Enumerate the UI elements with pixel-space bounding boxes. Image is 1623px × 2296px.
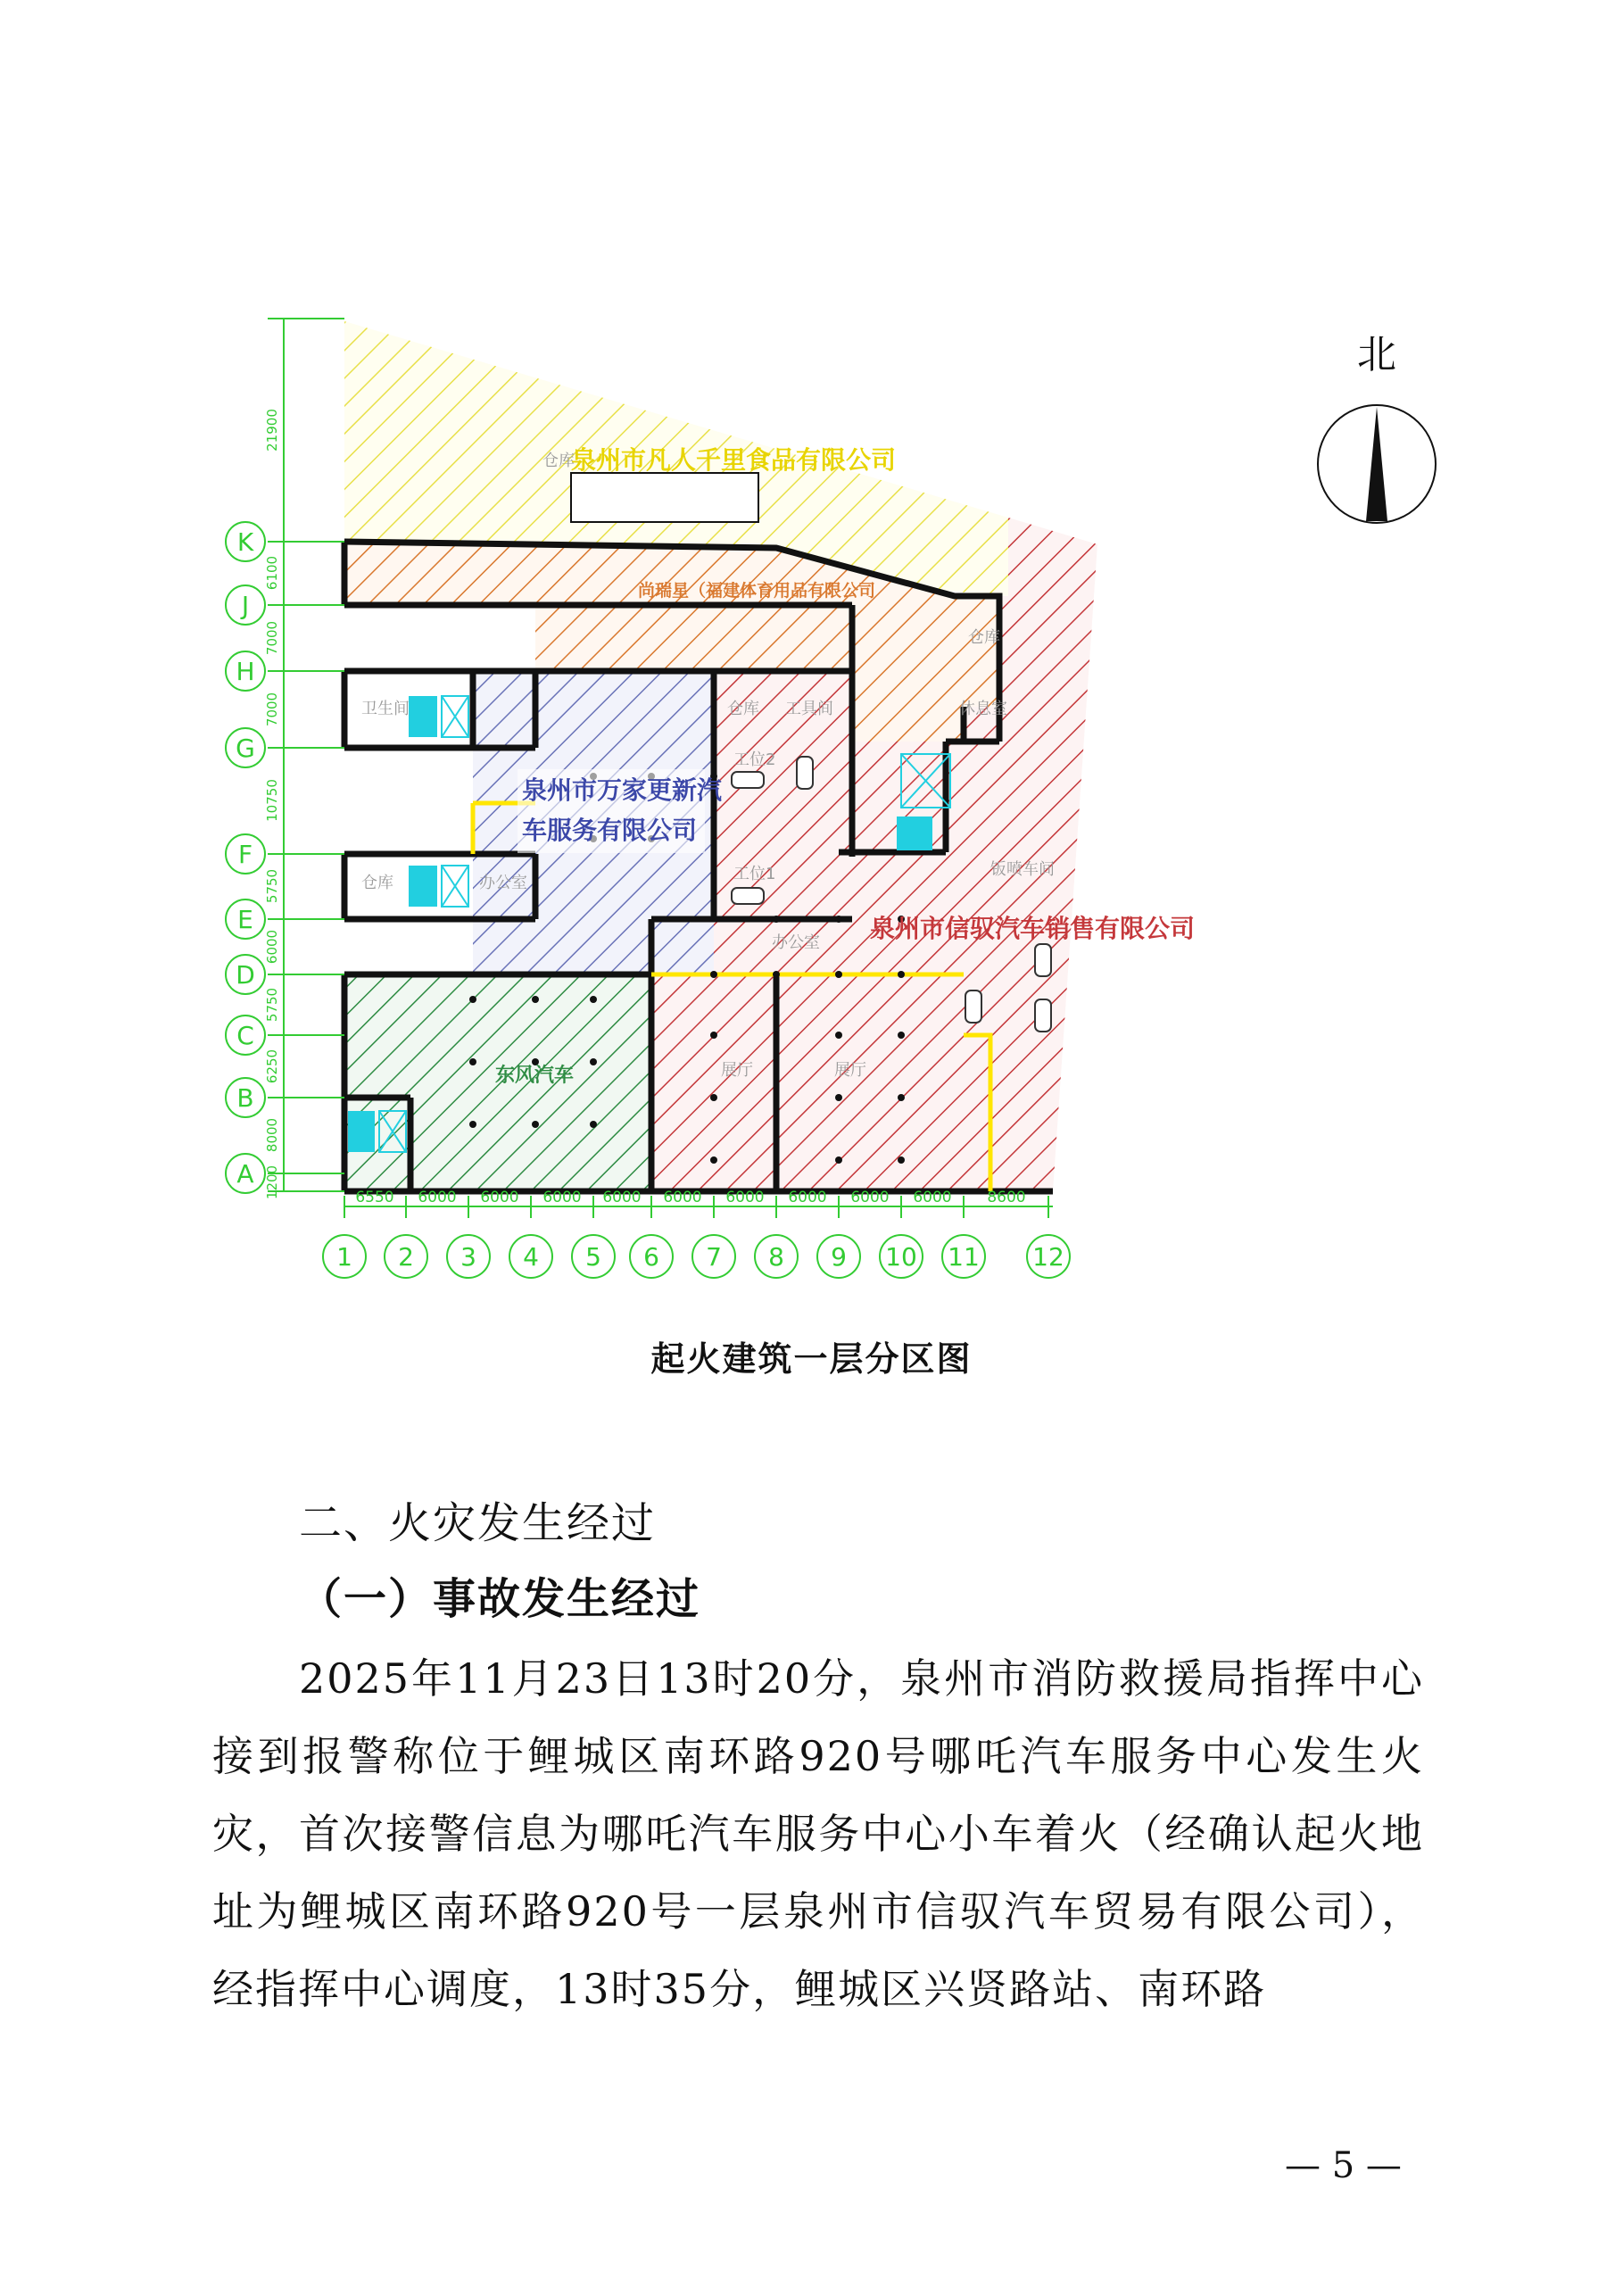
stair-icon xyxy=(348,1111,375,1152)
row-dimension: 10750 xyxy=(264,779,280,822)
col-axis-label: 8 xyxy=(768,1242,784,1272)
col-dimension: 6000 xyxy=(725,1189,765,1206)
col-axis-label: 2 xyxy=(398,1242,414,1272)
col-axis-label: 7 xyxy=(706,1242,722,1272)
body-paragraph: 2025年11月23日13时20分，泉州市消防救援局指挥中心接到报警称位于鲤城区南环路920号哪吒汽车服务中心发生火灾，首次接警信息为哪吒汽车服务中心小车着火（经确认起火地址为鲤城区南环路920号一层泉州市信驭汽车贸易有限公司），经指挥中心调度，13时35分，鲤城区兴贤路站、南环路 xyxy=(212,1654,1424,2013)
room-label: 仓库 xyxy=(542,452,575,470)
col-dimension: 6550 xyxy=(355,1189,394,1206)
col-axis-label: 12 xyxy=(1032,1242,1064,1272)
col-dimension: 6000 xyxy=(850,1189,890,1206)
col-dimension: 6000 xyxy=(913,1189,952,1206)
room-label: 钣喷车间 xyxy=(990,860,1055,879)
room-label: 办公室 xyxy=(772,933,820,952)
row-dimension: 6250 xyxy=(264,1049,280,1084)
col-axis-label: 11 xyxy=(948,1242,980,1272)
car-icon xyxy=(965,991,981,1023)
row-dimension: 6100 xyxy=(264,555,280,591)
col-axis-label: 9 xyxy=(831,1242,847,1272)
stair-icon xyxy=(409,866,437,907)
figure-caption: 起火建筑一层分区图 xyxy=(650,1339,973,1379)
car-icon xyxy=(1035,944,1051,976)
car-icon xyxy=(797,757,813,789)
row-axis-label: E xyxy=(237,905,253,934)
room-label: 仓库 xyxy=(727,700,759,718)
row-axis-label: F xyxy=(237,840,253,869)
car-icon xyxy=(1035,999,1051,1032)
row-axis-label: J xyxy=(241,591,250,620)
row-axis-label: K xyxy=(236,527,254,557)
room-label: 工位1 xyxy=(733,865,776,883)
room-label: 仓库 xyxy=(968,628,1000,647)
stair-icon xyxy=(409,696,437,737)
row-dimension: 21900 xyxy=(264,409,280,452)
car-icon xyxy=(732,772,764,788)
col-axis-label: 1 xyxy=(336,1242,352,1272)
room-label: 展厅 xyxy=(834,1061,866,1080)
col-dimension: 6000 xyxy=(602,1189,642,1206)
room-label: 办公室 xyxy=(479,874,527,892)
room-label: 工位2 xyxy=(733,750,776,769)
compass-label: 北 xyxy=(1357,332,1396,377)
row-dimension: 1200 xyxy=(264,1165,280,1200)
subsection-heading: （一）事故发生经过 xyxy=(299,1574,701,1624)
col-dimension: 6000 xyxy=(542,1189,582,1206)
label-shangruixing: 尚瑞星（福建体育用品有限公司 xyxy=(638,581,876,601)
label-fanren: 泉州市凡人千里食品有限公司 xyxy=(571,445,897,475)
car-icon xyxy=(732,888,764,904)
col-dimension: 6000 xyxy=(418,1189,457,1206)
room-label: 休息室 xyxy=(959,700,1007,718)
col-dimension: 6000 xyxy=(480,1189,519,1206)
north-compass xyxy=(1318,332,1436,523)
row-dimension: 6000 xyxy=(264,929,280,965)
label-xinyu: 泉州市信驭汽车销售有限公司 xyxy=(870,914,1196,943)
label-dongfeng: 东风汽车 xyxy=(495,1065,575,1087)
col-axis-label: 6 xyxy=(643,1242,659,1272)
col-axis-label: 3 xyxy=(460,1242,476,1272)
row-dimension: 7000 xyxy=(264,692,280,727)
row-axis-label: G xyxy=(236,734,255,763)
label-wanxiang-1: 泉州市万家更新汽 xyxy=(522,775,723,805)
label-wanxiang-2: 车服务有限公司 xyxy=(522,816,698,845)
stair-icon xyxy=(897,816,932,850)
row-dimension: 8000 xyxy=(264,1117,280,1153)
row-axis-label: D xyxy=(236,960,255,990)
col-dimension: 8600 xyxy=(987,1189,1026,1206)
row-axis-label: C xyxy=(236,1021,254,1050)
col-axis-label: 5 xyxy=(585,1242,601,1272)
col-axis-label: 10 xyxy=(885,1242,917,1272)
room-label: 工具间 xyxy=(785,700,833,718)
room-label: 卫生间 xyxy=(361,700,410,718)
row-dimension: 7000 xyxy=(264,620,280,656)
room-label: 展厅 xyxy=(721,1061,753,1080)
room-label: 仓库 xyxy=(361,874,393,892)
row-axis-label: A xyxy=(236,1159,254,1189)
col-dimension: 6000 xyxy=(788,1189,827,1206)
row-axis-label: H xyxy=(236,657,255,686)
col-axis-label: 4 xyxy=(523,1242,539,1272)
page-number: — 5 — xyxy=(1285,2145,1402,2186)
row-axis-label: B xyxy=(236,1083,254,1113)
col-dimension: 6000 xyxy=(663,1189,702,1206)
section-heading: 二、火灾发生经过 xyxy=(299,1498,657,1548)
row-dimension: 5750 xyxy=(264,987,280,1023)
row-dimension: 5750 xyxy=(264,868,280,904)
